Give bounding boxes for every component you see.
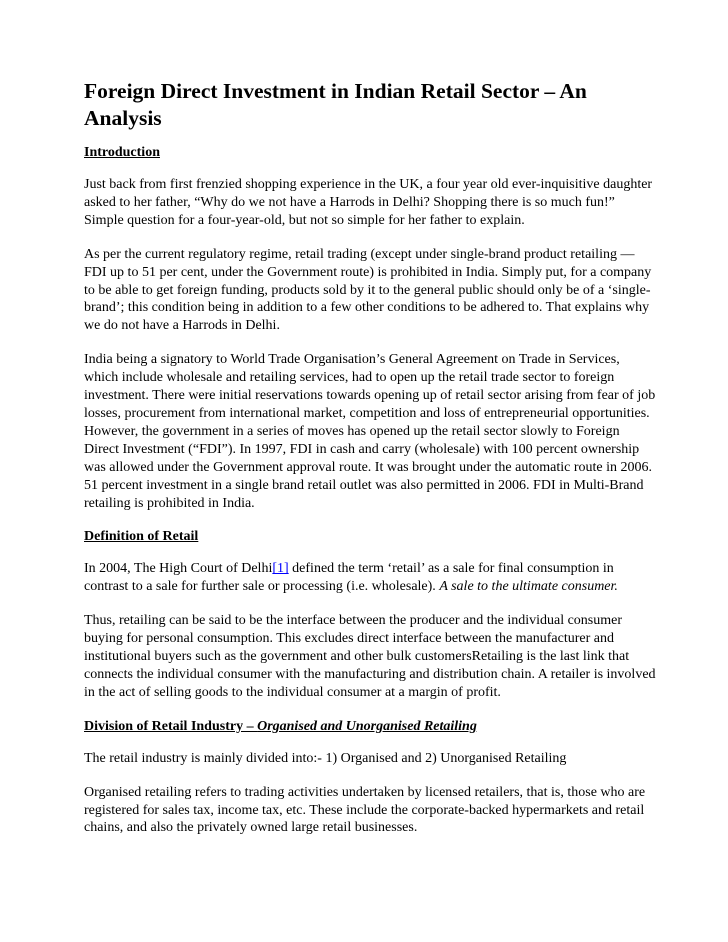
definition-text-start: In 2004, The High Court of Delhi bbox=[84, 561, 273, 577]
document-body bbox=[84, 78, 656, 853]
division-paragraph-2: Organised retailing refers to trading activities undertaken by licensed retailers, that is, those who are registered for sales tax, income tax, etc. These include the corporate-backed hypermarkets and retail chains, and also the privately owned large retail businesses. bbox=[84, 784, 646, 836]
definition-paragraph-1 bbox=[84, 560, 656, 596]
definition-emphasis: A sale to the ultimate consumer. bbox=[439, 579, 618, 595]
intro-paragraph-1: Just back from first frenzied shopping experience in the UK, a four year old ever-inquisitive daughter asked to her father, “Why do we not have a Harrods in Delhi? Shopping there is so much fun!” Simple question for a four-year-old, but not so simple for her father to explain. bbox=[84, 177, 653, 228]
intro-paragraph-3: India being a signatory to World Trade Organisation’s General Agreement on Trade in Services, which include wholesale and retailing services, had to open up the retail trade sector to foreign investment. There were initial reservations towards opening up of retail sector arising from fear of job losses, procurement from international market, competition and loss of entrepreneurial opportunities. However, the government in a series of moves has opened up the retail sector slowly to Foreign Direct Investment (“FDI”). In 1997, FDI in cash and carry (wholesale) with 100 percent ownership was allowed under the Government approval route. It was brought under the automatic route in 2006. 51 percent investment in a single brand retail outlet was also permitted in 2006. FDI in Multi-Brand retailing is prohibited in India. bbox=[84, 352, 656, 511]
section-heading-division bbox=[84, 718, 656, 736]
definition-text-middle: defined the term ‘retail’ as a sale for final consumption in contrast to a sale for further sale or processing (i.e. wholesale). bbox=[84, 561, 614, 595]
footnote-link[interactable]: [1] bbox=[272, 561, 289, 577]
division-heading-main: Division of Retail Industry – bbox=[84, 718, 258, 734]
intro-paragraph-2: As per the current regulatory regime, retail trading (except under single-brand product retailing — FDI up to 51 per cent, under the Government route) is prohibited in India. Simply put, for a company to be able to get foreign funding, products sold by it to the general public should only be of a ‘single-brand’; this condition being in addition to a few other conditions to be adhered to. That explains why we do not have a Harrods in Delhi. bbox=[84, 246, 652, 334]
definition-paragraph-2: Thus, retailing can be said to be the interface between the producer and the individual consumer buying for personal consumption. This excludes direct interface between the manufacturer and institutional buyers such as the government and other bulk customersRetailing is the last link that connects the individual consumer with the manufacturing and distribution chain. A retailer is involved in the act of selling goods to the individual consumer at a margin of profit. bbox=[84, 613, 656, 700]
document-title: Foreign Direct Investment in Indian Retail Sector – An Analysis bbox=[84, 79, 587, 130]
division-paragraph-1: The retail industry is mainly divided into:- 1) Organised and 2) Unorganised Retailing bbox=[84, 750, 567, 766]
division-heading-italic: Organised and Unorganised Retailing bbox=[257, 718, 477, 734]
section-heading-definition: Definition of Retail bbox=[84, 529, 199, 545]
section-heading-introduction: Introduction bbox=[84, 145, 160, 160]
